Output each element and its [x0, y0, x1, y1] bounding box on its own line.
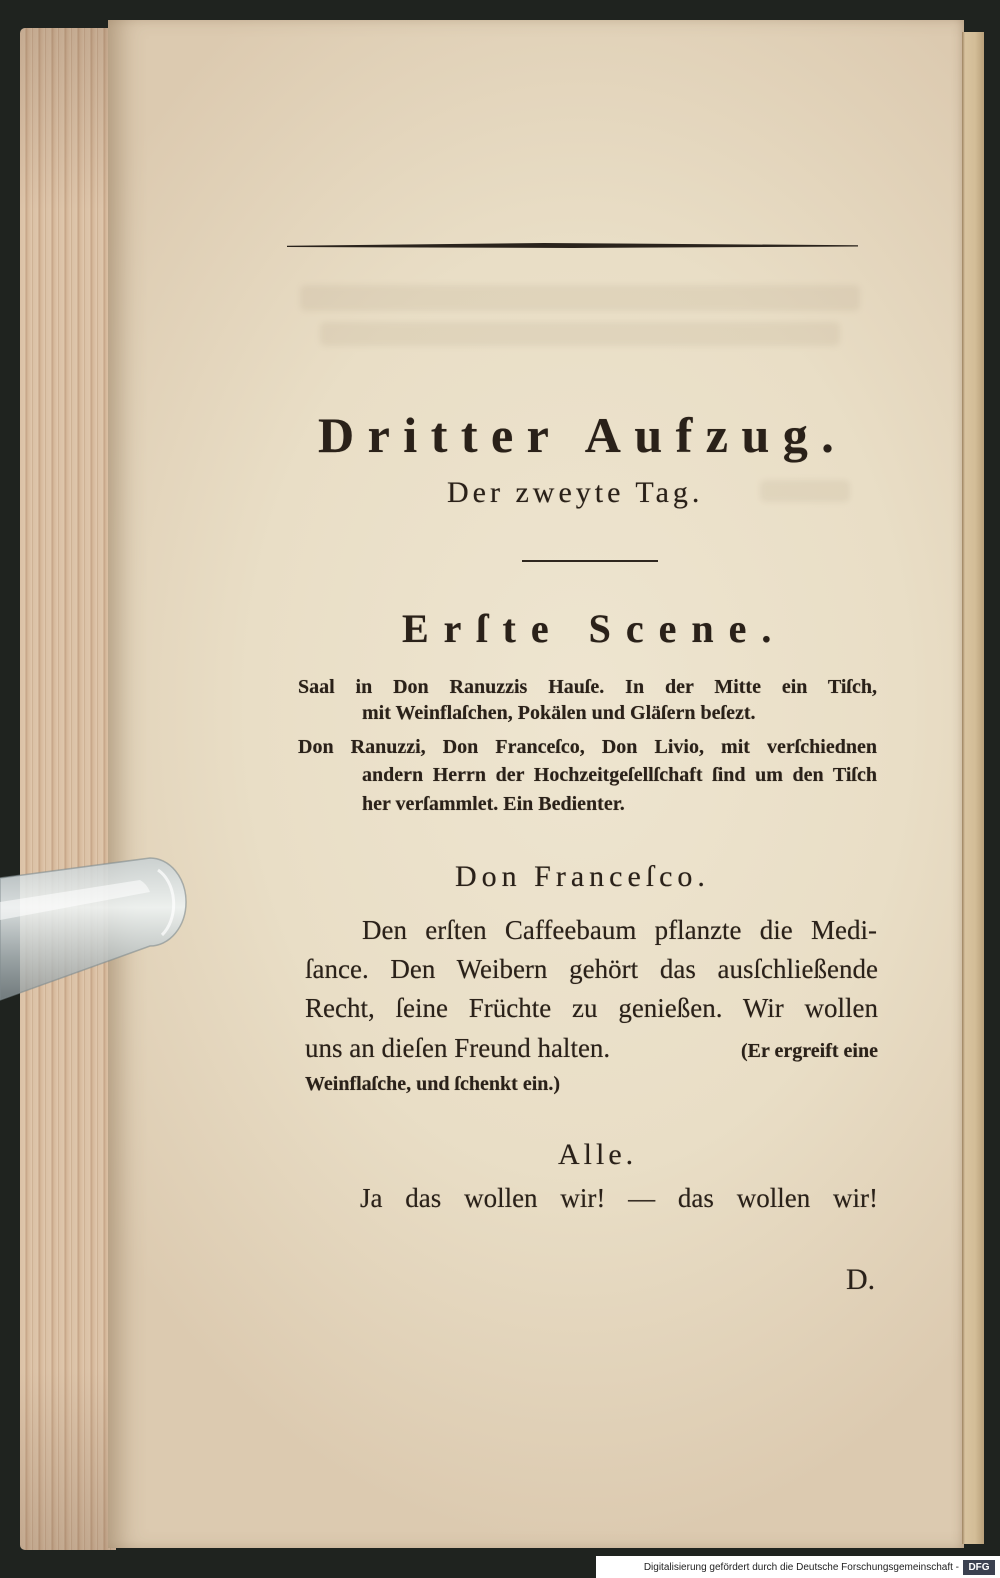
catchword: D.	[846, 1263, 876, 1296]
stage-note: (Er ergreift eine	[741, 1040, 878, 1062]
dialogue-line: Den erſten Caffeebaum pflanzte die Medi-	[362, 915, 877, 945]
dialogue-line-with-note	[305, 1035, 878, 1062]
divider-rule	[522, 560, 658, 562]
bleed-through-shadow	[760, 480, 850, 502]
digitization-footer	[596, 1556, 1000, 1578]
page-stack-edges	[20, 28, 116, 1550]
dialogue-line: ſance. Den Weibern gehört das ausſchließende	[305, 954, 878, 984]
glass-page-weight	[0, 840, 190, 1010]
dialogue-line: Recht, ſeine Früchte zu genießen. Wir wollen	[305, 993, 878, 1023]
act-title: Dritter Aufzug.	[318, 407, 848, 463]
speaker-name: Don Franceſco.	[455, 860, 710, 893]
stage-note: Weinflaſche, und ſchenkt ein.)	[305, 1073, 561, 1095]
footer-credit: Digitalisierung gefördert durch die Deutsche Forschungsgemeinschaft -	[643, 1561, 959, 1573]
scene-title: Erſte Scene.	[402, 606, 787, 651]
bleed-through-shadow	[320, 322, 840, 346]
stage-direction-characters-line: her verſammlet. Ein Bedienter.	[362, 793, 625, 815]
dfg-logo: DFG	[963, 1560, 995, 1575]
next-page-edge	[962, 32, 984, 1544]
stage-direction-setting-line: Saal in Don Ranuzzis Hauſe. In der Mitte ein Tiſch,	[298, 676, 877, 698]
stage-direction-characters-line: Don Ranuzzi, Don Franceſco, Don Livio, mit verſchiednen	[298, 736, 877, 758]
dialogue-line: Ja das wollen wir! — das wollen wir!	[360, 1183, 878, 1213]
stage-direction-setting-line: mit Weinflaſchen, Pokälen und Gläſern beſezt.	[362, 702, 756, 724]
dialogue-line: uns an dieſen Freund halten.	[305, 1033, 611, 1063]
act-subtitle: Der zweyte Tag.	[447, 476, 704, 509]
speaker-name: Alle.	[558, 1138, 638, 1171]
bleed-through-shadow	[300, 285, 860, 311]
stage-direction-characters-line: andern Herrn der Hochzeitgeſellſchaft ſind um den Tiſch	[362, 764, 877, 786]
